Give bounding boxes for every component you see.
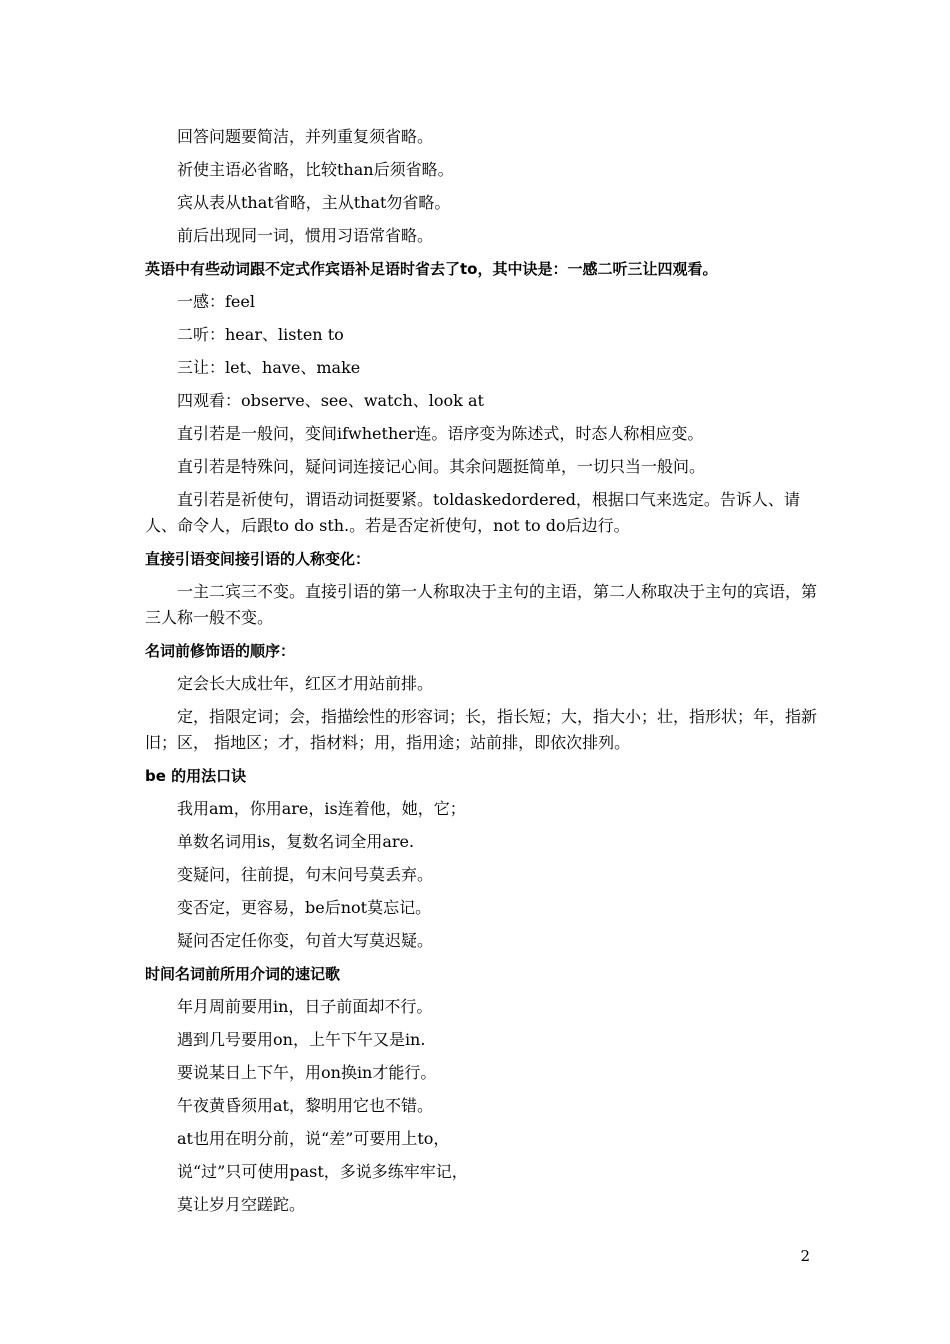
paragraph: 直引若是一般问，变间ifwhether连。语序变为陈述式，时态人称相应变。 [177,424,704,443]
paragraph: 要说某日上下午，用on换in才能行。 [177,1063,437,1082]
section-heading: 名词前修饰语的顺序： [145,642,296,660]
document-body [145,124,817,1225]
paragraph: 二听：hear、listen to [177,325,344,344]
paragraph: 年月周前要用in，日子前面却不行。 [177,997,433,1016]
paragraph: 祈使主语必省略，比较than后须省略。 [177,160,454,179]
paragraph: 定，指限定词；会，指描绘性的形容词；长，指长短；大，指大小；壮，指形状；年，指新旧；区， 指地区；才，指材料；用，指用途；站前排，即依次排列。 [145,707,818,752]
paragraph: 定会长大成壮年，红区才用站前排。 [177,674,434,693]
paragraph: 单数名词用is，复数名词全用are. [177,832,415,851]
page-number: 2 [800,1247,810,1265]
paragraph: 遇到几号要用on，上午下午又是in. [177,1030,426,1049]
section-heading: 英语中有些动词跟不定式作宾语补足语时省去了to，其中诀是：一感二听三让四观看。 [145,260,718,278]
section-heading: 直接引语变间接引语的人称变化： [145,550,371,568]
paragraph: 三让：let、have、make [177,358,361,377]
paragraph: 莫让岁月空蹉跎。 [177,1195,306,1214]
paragraph: 四观看：observe、see、watch、look at [177,391,484,410]
paragraph: 午夜黄昏须用at，黎明用它也不错。 [177,1096,433,1115]
paragraph: 直引若是特殊问，疑问词连接记心间。其余问题挺简单，一切只当一般问。 [177,457,706,476]
paragraph: 宾从表从that省略，主从that勿省略。 [177,193,451,212]
paragraph: 说“过”只可使用past，多说多练牢牢记， [177,1162,468,1181]
paragraph: 疑问否定任你变，句首大写莫迟疑。 [177,931,434,950]
section-heading: be 的用法口诀 [145,767,247,785]
paragraph: 变否定，更容易，be后not莫忘记。 [177,898,432,917]
paragraph: 前后出现同一词，惯用习语常省略。 [177,226,434,245]
paragraph: 我用am，你用are，is连着他，她，它； [177,799,466,818]
paragraph: 回答问题要简洁，并列重复须省略。 [177,127,434,146]
paragraph: 一感：feel [177,292,255,311]
section-heading: 时间名词前所用介词的速记歌 [145,965,341,983]
paragraph: at也用在明分前，说“差”可要用上to， [177,1129,450,1148]
paragraph: 直引若是祈使句，谓语动词挺要紧。toldaskedordered，根据口气来选定。告诉人、请人、命令人，后跟to do sth.。若是否定祈使句，not to do后边行。 [145,490,800,535]
paragraph: 一主二宾三不变。直接引语的第一人称取决于主句的主语，第二人称取决于主句的宾语，第三人称一般不变。 [145,582,818,627]
paragraph: 变疑问，往前提，句末问号莫丢弃。 [177,865,434,884]
